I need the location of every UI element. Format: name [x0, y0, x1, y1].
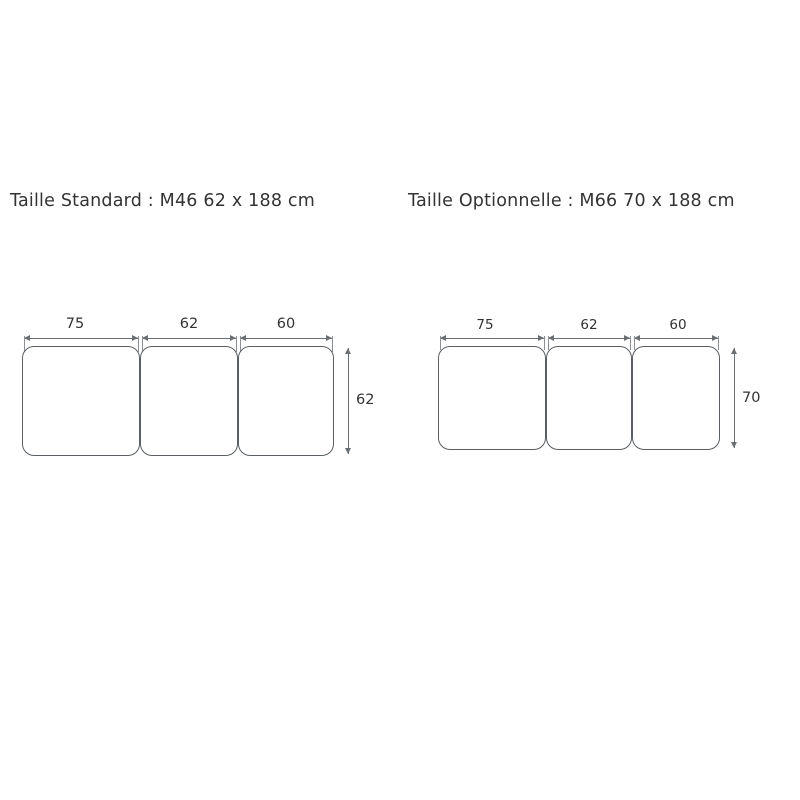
arrow-right-section-1	[538, 335, 544, 341]
arrow-up-depth	[345, 348, 351, 354]
tick-section-1-end	[138, 336, 139, 352]
arrow-up-depth	[731, 348, 737, 354]
arrow-right-section-2	[230, 335, 236, 341]
dim-line-section-2	[548, 338, 630, 339]
dim-label-depth: 70	[742, 390, 761, 406]
arrow-down-depth	[345, 448, 351, 454]
tick-section-2-start	[548, 336, 549, 350]
table-section-1	[438, 346, 546, 450]
tick-section-3-end	[718, 336, 719, 350]
tick-section-2-end	[630, 336, 631, 350]
dim-label-section-3: 60	[276, 316, 296, 332]
tick-section-3-end	[332, 336, 333, 352]
dim-line-depth	[348, 348, 349, 454]
tick-section-3-start	[634, 336, 635, 350]
dim-line-section-1	[24, 338, 138, 339]
diagram-title-standard: Taille Standard : M46 62 x 188 cm	[10, 191, 315, 211]
dim-label-section-3: 60	[669, 317, 687, 333]
dim-line-section-1	[440, 338, 544, 339]
table-section-2	[546, 346, 632, 450]
dim-label-section-1: 75	[65, 316, 85, 332]
tick-section-1-start	[440, 336, 441, 350]
dim-line-section-3	[240, 338, 332, 339]
arrow-down-depth	[731, 442, 737, 448]
table-section-2	[140, 346, 238, 456]
table-section-3	[632, 346, 720, 450]
dim-label-section-1: 75	[476, 317, 494, 333]
arrow-right-section-2	[624, 335, 630, 341]
arrow-right-section-3	[712, 335, 718, 341]
dim-label-depth: 62	[356, 392, 375, 408]
table-section-3	[238, 346, 334, 456]
diagram-title-optional: Taille Optionnelle : M66 70 x 188 cm	[408, 191, 735, 211]
tick-section-2-end	[236, 336, 237, 352]
dim-line-section-2	[142, 338, 236, 339]
arrow-right-section-3	[326, 335, 332, 341]
tick-section-1-end	[544, 336, 545, 350]
arrow-right-section-1	[132, 335, 138, 341]
table-section-1	[22, 346, 140, 456]
dim-label-section-2: 62	[179, 316, 199, 332]
dim-line-section-3	[634, 338, 718, 339]
dim-line-depth	[734, 348, 735, 448]
dim-label-section-2: 62	[580, 317, 598, 333]
